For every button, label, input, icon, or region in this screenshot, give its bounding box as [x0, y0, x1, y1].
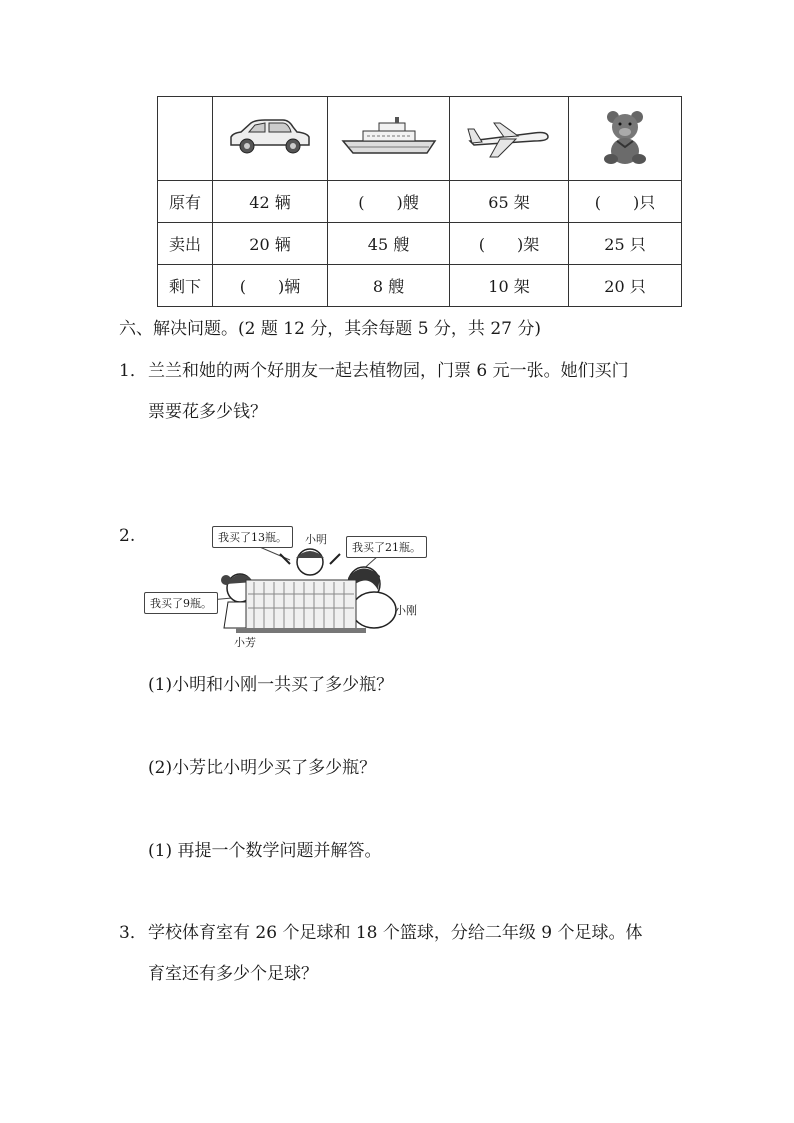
speech-bubble-xiaogang: 我买了21瓶。 [346, 536, 427, 558]
question-1-number: 1． [119, 361, 147, 381]
table-cell: 42 辆 [213, 181, 328, 223]
name-label-xiaofang: 小芳 [234, 636, 256, 649]
table-header-car [213, 97, 328, 181]
name-label-xiaoming: 小明 [305, 533, 327, 546]
table-cell: ( )辆 [213, 265, 328, 307]
question-2-number: 2. [119, 526, 136, 546]
table-cell: 8 艘 [328, 265, 450, 307]
table-corner-cell [158, 97, 213, 181]
question-3-line2: 育室还有多少个足球？ [148, 964, 318, 984]
table-header-airplane [450, 97, 569, 181]
car-icon [225, 117, 315, 157]
row-label: 剩下 [158, 265, 213, 307]
speech-bubble-xiaoming: 我买了13瓶。 [212, 526, 293, 548]
table-cell: 10 架 [450, 265, 569, 307]
question-3-number: 3． [119, 923, 147, 943]
teddy-bear-icon [595, 107, 655, 167]
table-cell: ( )架 [450, 223, 569, 265]
row-label: 原有 [158, 181, 213, 223]
row-label: 卖出 [158, 223, 213, 265]
table-row [158, 265, 682, 307]
inventory-table [157, 96, 682, 307]
table-cell: 20 辆 [213, 223, 328, 265]
question-2-sub2: (2)小芳比小明少买了多少瓶？ [148, 758, 377, 778]
question-2-illustration [140, 520, 460, 655]
table-header-ship [328, 97, 450, 181]
name-label-xiaogang: 小刚 [395, 604, 417, 617]
table-cell: 65 架 [450, 181, 569, 223]
table-cell: ( )艘 [328, 181, 450, 223]
question-3-line1: 学校体育室有 26 个足球和 18 个篮球，分给二年级 9 个足球。体 [148, 923, 643, 943]
table-cell: 20 只 [569, 265, 682, 307]
table-header-row [158, 97, 682, 181]
question-2-sub1: (1)小明和小刚一共买了多少瓶？ [148, 675, 394, 695]
table-cell: 45 艘 [328, 223, 450, 265]
table-cell: ( )只 [569, 181, 682, 223]
table-row [158, 181, 682, 223]
table-row [158, 223, 682, 265]
question-1-line2: 票要花多少钱？ [148, 402, 267, 422]
airplane-icon [464, 115, 554, 159]
question-2-sub3: (1) 再提一个数学问题并解答。 [148, 841, 382, 861]
question-1-line1: 兰兰和她的两个好朋友一起去植物园，门票 6 元一张。她们买门 [148, 361, 629, 381]
section-heading: 六、解决问题。(2 题 12 分，其余每题 5 分，共 27 分) [119, 319, 541, 339]
ship-icon [339, 115, 439, 159]
table-header-teddy [569, 97, 682, 181]
speech-bubble-xiaofang: 我买了9瓶。 [144, 592, 218, 614]
table-cell: 25 只 [569, 223, 682, 265]
